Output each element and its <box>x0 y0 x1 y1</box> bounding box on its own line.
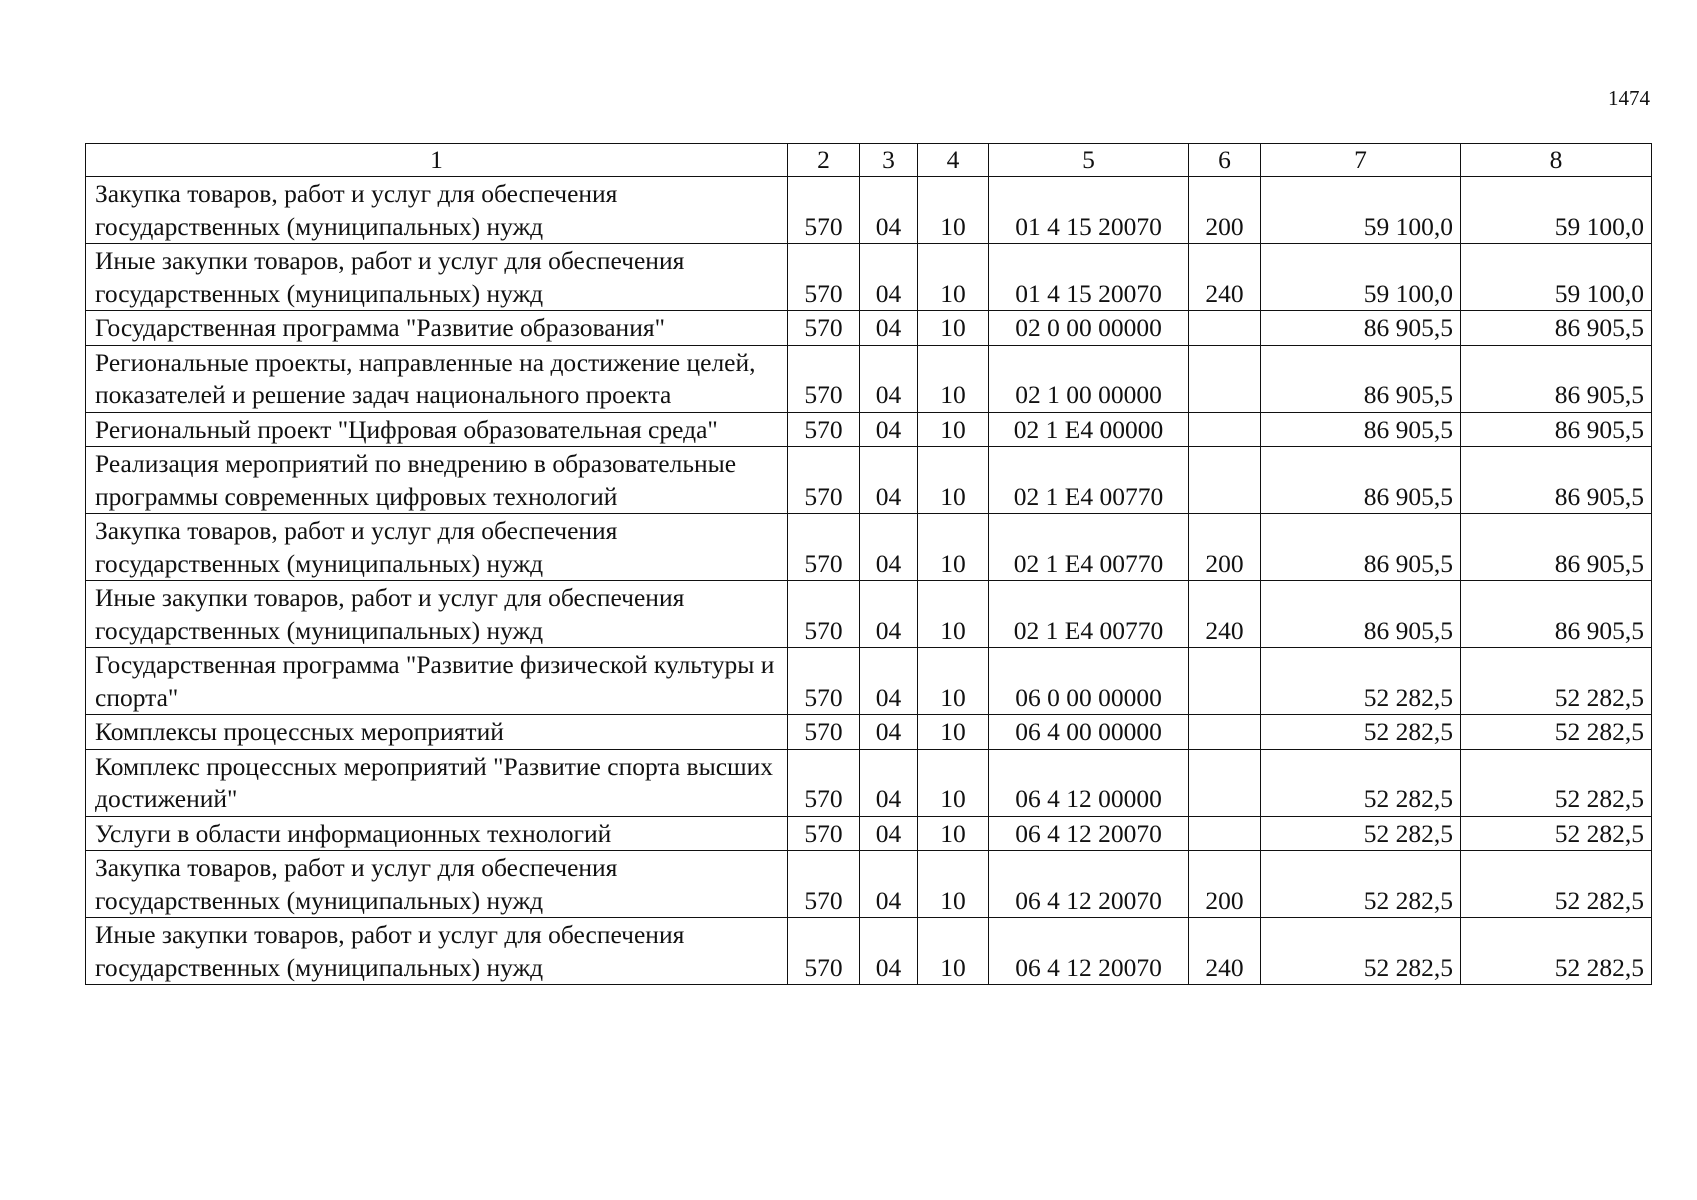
table-row <box>86 447 1652 514</box>
row-amount-7-cell: 59 100,0 <box>1261 244 1461 311</box>
row-amount-8-cell: 86 905,5 <box>1461 311 1652 346</box>
row-code-2-cell: 570 <box>788 581 860 648</box>
row-code-2-cell: 570 <box>788 412 860 447</box>
row-code-2-cell: 570 <box>788 244 860 311</box>
row-code-3-cell: 04 <box>860 715 918 750</box>
row-code-3-cell: 04 <box>860 851 918 918</box>
row-code-2-cell: 570 <box>788 816 860 851</box>
row-code-5-cell: 02 1 Е4 00000 <box>989 412 1189 447</box>
row-amount-8-cell: 52 282,5 <box>1461 749 1652 816</box>
row-name-cell: Закупка товаров, работ и услуг для обеспечения государственных (муниципальных) нужд <box>86 514 788 581</box>
budget-table <box>85 143 1652 985</box>
row-code-4-cell: 10 <box>918 918 989 985</box>
column-header: 4 <box>918 144 989 177</box>
row-name-cell: Реализация мероприятий по внедрению в образовательные программы современных цифровых технологий <box>86 447 788 514</box>
table-row <box>86 851 1652 918</box>
row-code-6-cell <box>1189 648 1261 715</box>
row-code-3-cell: 04 <box>860 177 918 244</box>
row-code-5-cell: 06 4 12 00000 <box>989 749 1189 816</box>
table-row <box>86 345 1652 412</box>
row-code-4-cell: 10 <box>918 581 989 648</box>
row-code-6-cell <box>1189 447 1261 514</box>
row-amount-7-cell: 52 282,5 <box>1261 648 1461 715</box>
table-row <box>86 715 1652 750</box>
table-body <box>86 177 1652 985</box>
row-code-6-cell: 200 <box>1189 177 1261 244</box>
row-amount-7-cell: 59 100,0 <box>1261 177 1461 244</box>
row-code-3-cell: 04 <box>860 412 918 447</box>
column-header: 8 <box>1461 144 1652 177</box>
row-amount-7-cell: 86 905,5 <box>1261 412 1461 447</box>
row-code-3-cell: 04 <box>860 816 918 851</box>
row-code-4-cell: 10 <box>918 514 989 581</box>
row-amount-7-cell: 86 905,5 <box>1261 311 1461 346</box>
row-amount-7-cell: 52 282,5 <box>1261 749 1461 816</box>
row-code-3-cell: 04 <box>860 581 918 648</box>
column-header: 7 <box>1261 144 1461 177</box>
row-code-3-cell: 04 <box>860 749 918 816</box>
row-code-5-cell: 06 4 12 20070 <box>989 816 1189 851</box>
row-amount-8-cell: 59 100,0 <box>1461 177 1652 244</box>
header-row <box>86 144 1652 177</box>
row-code-2-cell: 570 <box>788 447 860 514</box>
table-row <box>86 244 1652 311</box>
row-code-6-cell: 200 <box>1189 514 1261 581</box>
row-code-4-cell: 10 <box>918 851 989 918</box>
row-name-cell: Региональные проекты, направленные на достижение целей, показателей и решение задач национального проекта <box>86 345 788 412</box>
row-amount-7-cell: 52 282,5 <box>1261 816 1461 851</box>
row-code-4-cell: 10 <box>918 345 989 412</box>
row-name-cell: Комплексы процессных мероприятий <box>86 715 788 750</box>
row-code-2-cell: 570 <box>788 311 860 346</box>
row-name-cell: Иные закупки товаров, работ и услуг для обеспечения государственных (муниципальных) нужд <box>86 244 788 311</box>
row-name-cell: Иные закупки товаров, работ и услуг для обеспечения государственных (муниципальных) нужд <box>86 918 788 985</box>
row-code-6-cell <box>1189 816 1261 851</box>
row-code-5-cell: 01 4 15 20070 <box>989 177 1189 244</box>
row-code-4-cell: 10 <box>918 244 989 311</box>
row-code-6-cell: 240 <box>1189 244 1261 311</box>
table-row <box>86 514 1652 581</box>
row-code-4-cell: 10 <box>918 447 989 514</box>
row-amount-7-cell: 52 282,5 <box>1261 918 1461 985</box>
row-code-6-cell <box>1189 345 1261 412</box>
table-row <box>86 412 1652 447</box>
row-code-5-cell: 02 1 Е4 00770 <box>989 514 1189 581</box>
row-code-6-cell <box>1189 412 1261 447</box>
row-code-5-cell: 02 1 Е4 00770 <box>989 581 1189 648</box>
row-code-3-cell: 04 <box>860 918 918 985</box>
row-code-4-cell: 10 <box>918 311 989 346</box>
row-amount-8-cell: 52 282,5 <box>1461 648 1652 715</box>
row-name-cell: Государственная программа "Развитие физической культуры и спорта" <box>86 648 788 715</box>
row-name-cell: Закупка товаров, работ и услуг для обеспечения государственных (муниципальных) нужд <box>86 851 788 918</box>
table-row <box>86 749 1652 816</box>
table-row <box>86 177 1652 244</box>
row-amount-8-cell: 52 282,5 <box>1461 715 1652 750</box>
row-code-3-cell: 04 <box>860 648 918 715</box>
row-amount-8-cell: 86 905,5 <box>1461 447 1652 514</box>
row-code-4-cell: 10 <box>918 412 989 447</box>
row-code-2-cell: 570 <box>788 918 860 985</box>
row-code-5-cell: 06 4 12 20070 <box>989 851 1189 918</box>
row-code-4-cell: 10 <box>918 749 989 816</box>
row-code-4-cell: 10 <box>918 177 989 244</box>
row-code-6-cell: 240 <box>1189 581 1261 648</box>
row-amount-8-cell: 52 282,5 <box>1461 918 1652 985</box>
row-code-3-cell: 04 <box>860 311 918 346</box>
row-code-6-cell: 240 <box>1189 918 1261 985</box>
row-name-cell: Услуги в области информационных технологий <box>86 816 788 851</box>
row-code-6-cell: 200 <box>1189 851 1261 918</box>
row-code-6-cell <box>1189 749 1261 816</box>
table-row <box>86 581 1652 648</box>
row-code-6-cell <box>1189 715 1261 750</box>
row-code-3-cell: 04 <box>860 514 918 581</box>
row-code-2-cell: 570 <box>788 648 860 715</box>
table-row <box>86 918 1652 985</box>
row-amount-8-cell: 52 282,5 <box>1461 816 1652 851</box>
table-row <box>86 311 1652 346</box>
row-code-5-cell: 06 4 12 20070 <box>989 918 1189 985</box>
row-amount-8-cell: 52 282,5 <box>1461 851 1652 918</box>
row-amount-7-cell: 86 905,5 <box>1261 514 1461 581</box>
table-row <box>86 648 1652 715</box>
row-name-cell: Комплекс процессных мероприятий "Развитие спорта высших достижений" <box>86 749 788 816</box>
row-code-5-cell: 02 0 00 00000 <box>989 311 1189 346</box>
column-header: 3 <box>860 144 918 177</box>
page-number: 1474 <box>1608 86 1650 110</box>
row-code-3-cell: 04 <box>860 244 918 311</box>
row-amount-8-cell: 86 905,5 <box>1461 514 1652 581</box>
row-amount-8-cell: 86 905,5 <box>1461 345 1652 412</box>
row-amount-7-cell: 86 905,5 <box>1261 345 1461 412</box>
row-code-5-cell: 06 4 00 00000 <box>989 715 1189 750</box>
row-amount-7-cell: 52 282,5 <box>1261 715 1461 750</box>
row-name-cell: Иные закупки товаров, работ и услуг для обеспечения государственных (муниципальных) нужд <box>86 581 788 648</box>
row-code-5-cell: 01 4 15 20070 <box>989 244 1189 311</box>
row-code-4-cell: 10 <box>918 715 989 750</box>
column-header: 1 <box>86 144 788 177</box>
row-amount-8-cell: 86 905,5 <box>1461 412 1652 447</box>
row-name-cell: Государственная программа "Развитие образования" <box>86 311 788 346</box>
row-amount-7-cell: 52 282,5 <box>1261 851 1461 918</box>
column-header: 5 <box>989 144 1189 177</box>
row-code-2-cell: 570 <box>788 177 860 244</box>
row-code-4-cell: 10 <box>918 648 989 715</box>
row-code-5-cell: 02 1 00 00000 <box>989 345 1189 412</box>
row-code-2-cell: 570 <box>788 851 860 918</box>
row-code-5-cell: 06 0 00 00000 <box>989 648 1189 715</box>
row-code-4-cell: 10 <box>918 816 989 851</box>
row-code-2-cell: 570 <box>788 749 860 816</box>
row-code-6-cell <box>1189 311 1261 346</box>
row-code-3-cell: 04 <box>860 447 918 514</box>
row-code-2-cell: 570 <box>788 345 860 412</box>
row-amount-8-cell: 86 905,5 <box>1461 581 1652 648</box>
row-code-2-cell: 570 <box>788 715 860 750</box>
row-code-5-cell: 02 1 Е4 00770 <box>989 447 1189 514</box>
column-header: 6 <box>1189 144 1261 177</box>
row-amount-7-cell: 86 905,5 <box>1261 581 1461 648</box>
column-header: 2 <box>788 144 860 177</box>
row-amount-8-cell: 59 100,0 <box>1461 244 1652 311</box>
row-name-cell: Региональный проект "Цифровая образовательная среда" <box>86 412 788 447</box>
row-name-cell: Закупка товаров, работ и услуг для обеспечения государственных (муниципальных) нужд <box>86 177 788 244</box>
row-code-2-cell: 570 <box>788 514 860 581</box>
row-amount-7-cell: 86 905,5 <box>1261 447 1461 514</box>
table-row <box>86 816 1652 851</box>
row-code-3-cell: 04 <box>860 345 918 412</box>
